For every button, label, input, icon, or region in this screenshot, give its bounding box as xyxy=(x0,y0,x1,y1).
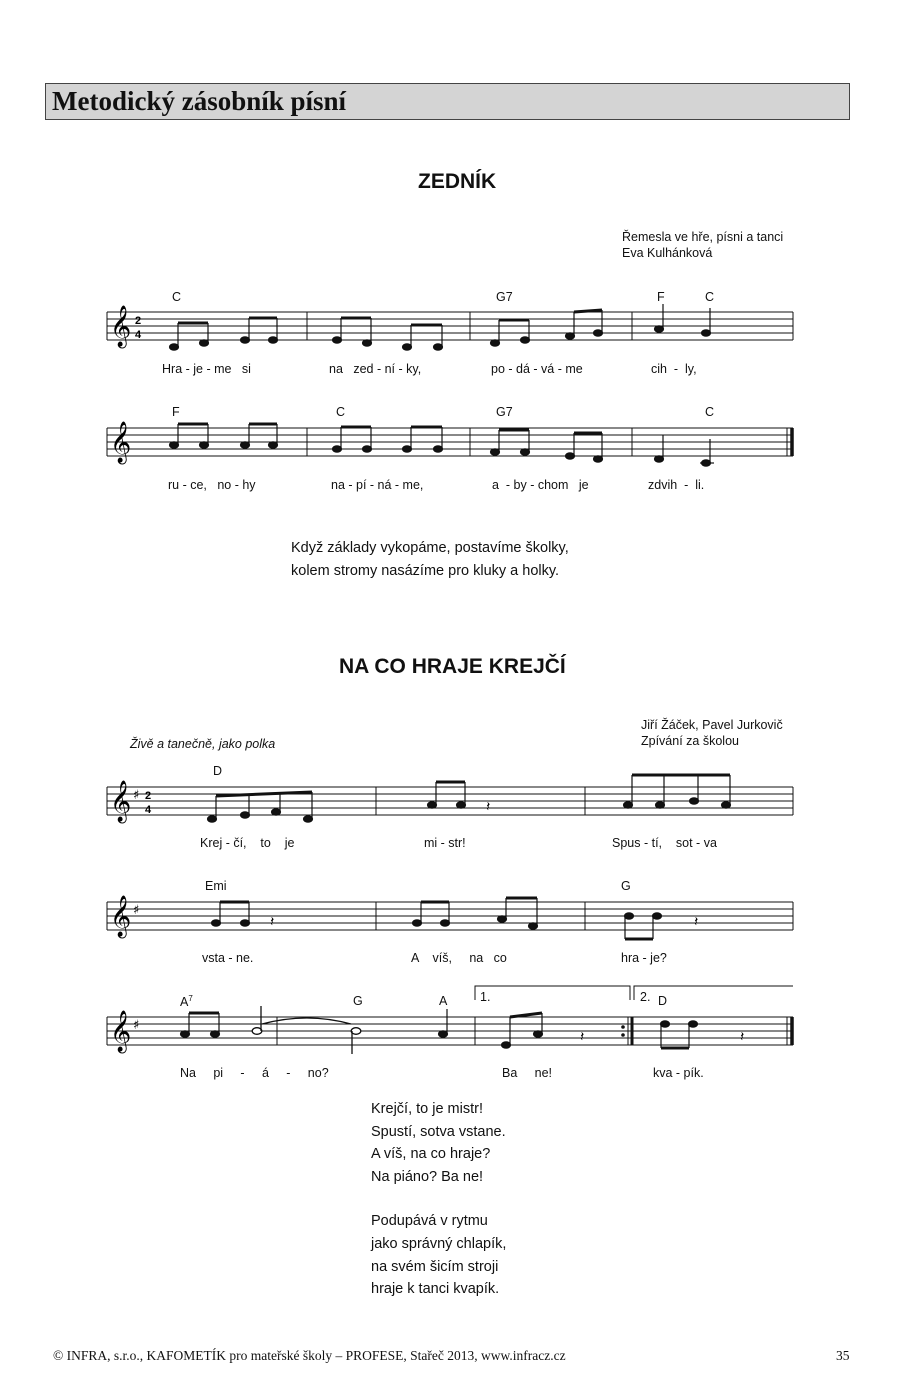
lyrics-line: cih - ly, xyxy=(651,362,697,376)
volta-2-label: 2. xyxy=(640,990,651,1004)
footer-copyright: © INFRA, s.r.o., KAFOMETÍK pro mateřské školy – PROFESE, Stařeč 2013, www.infracz.cz xyxy=(53,1348,566,1363)
verse-line: Krejčí, to je mistr! xyxy=(371,1101,483,1117)
lyrics-line: a - by - chom je xyxy=(492,478,589,492)
chord: G7 xyxy=(496,290,513,304)
chord: G7 xyxy=(496,405,513,419)
verse-line: na svém šicím stroji xyxy=(371,1259,499,1275)
lyrics-line: Hra - je - me si xyxy=(162,362,251,376)
sharp-icon: ♯ xyxy=(133,788,140,803)
lyrics-line: Spus - tí, sot - va xyxy=(612,836,717,850)
svg-text:4: 4 xyxy=(135,329,142,341)
chord: D xyxy=(213,764,223,778)
lyrics-line: kva - pík. xyxy=(653,1066,704,1080)
page-number: 35 xyxy=(836,1348,850,1363)
chord: F xyxy=(172,405,180,419)
chord: C xyxy=(172,290,182,304)
treble-clef-icon: 𝄞 xyxy=(110,1011,132,1052)
lyrics-line: Na pi - á - no? xyxy=(180,1066,329,1080)
lyrics-line: A víš, na co xyxy=(411,951,507,965)
svg-text:4: 4 xyxy=(145,804,152,816)
song-credit-author: Jiří Žáček, Pavel Jurkovič xyxy=(641,718,783,732)
song-credit-source: Zpívání za školou xyxy=(641,734,739,748)
volta-1-label: 1. xyxy=(480,990,491,1004)
chord: F xyxy=(657,290,665,304)
verse-line: hraje k tanci kvapík. xyxy=(371,1281,500,1297)
lyrics-line: zdvih - li. xyxy=(648,478,705,492)
sharp-icon: ♯ xyxy=(133,903,140,918)
page-title: Metodický zásobník písní xyxy=(52,86,347,116)
chord: C xyxy=(336,405,346,419)
verse-line: Když základy vykopáme, postavíme školky, xyxy=(291,540,569,556)
verse-line: Podupává v rytmu xyxy=(371,1213,488,1229)
lyrics-line: Ba ne! xyxy=(502,1066,553,1080)
chord: A xyxy=(439,994,448,1008)
treble-clef-icon: 𝄞 xyxy=(110,896,132,937)
lyrics-line: na zed - ní - ky, xyxy=(329,362,422,376)
verse-line: jako správný chlapík, xyxy=(371,1236,507,1252)
verse-line: Spustí, sotva vstane. xyxy=(371,1124,506,1140)
chord: G xyxy=(621,879,631,893)
lyrics-line: po - dá - vá - me xyxy=(491,362,583,376)
quarter-rest-icon: 𝄽 xyxy=(270,914,275,930)
quarter-rest-icon: 𝄽 xyxy=(740,1029,745,1045)
quarter-rest-icon: 𝄽 xyxy=(486,799,491,815)
lyrics-line: na - pí - ná - me, xyxy=(331,478,424,492)
verse-line: Na piáno? Ba ne! xyxy=(371,1169,484,1185)
svg-text:2: 2 xyxy=(145,790,152,802)
svg-text:2: 2 xyxy=(135,315,142,327)
tempo-marking: Živě a tanečně, jako polka xyxy=(130,737,276,751)
lyrics-line: hra - je? xyxy=(621,951,667,965)
chord: C xyxy=(705,290,715,304)
treble-clef-icon: 𝄞 xyxy=(110,306,132,347)
verse-line: kolem stromy nasázíme pro kluky a holky. xyxy=(291,563,560,579)
chord: D xyxy=(658,994,668,1008)
chord: Emi xyxy=(205,879,227,893)
song-credit-source: Řemesla ve hře, písni a tanci xyxy=(622,230,784,244)
chord: G xyxy=(353,994,363,1008)
treble-clef-icon: 𝄞 xyxy=(110,781,132,822)
chord: $A^7$ xyxy=(180,994,193,1010)
lyrics-line: ru - ce, no - hy xyxy=(168,478,256,492)
quarter-rest-icon: 𝄽 xyxy=(694,914,699,930)
chord: C xyxy=(705,405,715,419)
treble-clef-icon: 𝄞 xyxy=(110,422,132,463)
song-credit-author: Eva Kulhánková xyxy=(622,246,713,260)
quarter-rest-icon: 𝄽 xyxy=(580,1029,585,1045)
verse-line: A víš, na co hraje? xyxy=(371,1146,491,1162)
song-title-zednik: ZEDNÍK xyxy=(418,170,497,193)
lyrics-line: vsta - ne. xyxy=(202,951,254,965)
sharp-icon: ♯ xyxy=(133,1018,140,1033)
song-title-krejci: NA CO HRAJE KREJČÍ xyxy=(339,655,566,678)
lyrics-line: mi - str! xyxy=(424,836,466,850)
lyrics-line: Krej - čí, to je xyxy=(200,836,295,850)
